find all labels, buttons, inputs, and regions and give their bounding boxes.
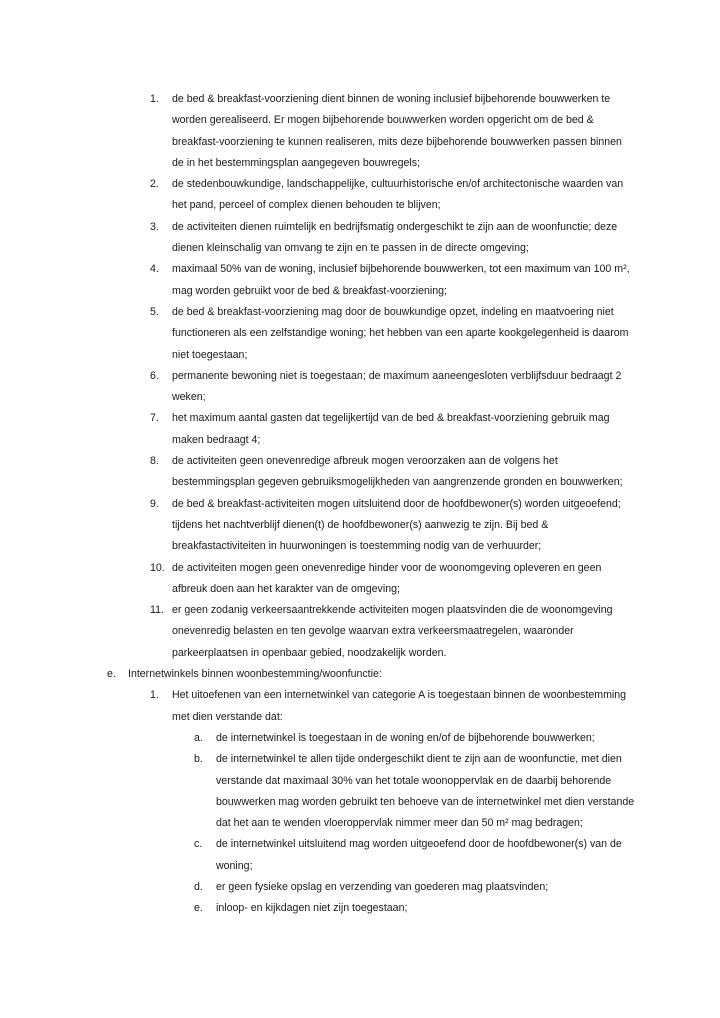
- list-item-9: [0, 494, 720, 558]
- list-item-text: de bed & breakfast-activiteiten mogen uitsluitend door de hoofdbewoner(s) worden uitgeoefend; tijdens het nachtverblijf dienen(t) de hoofdbewoner(s) aanwezig te zijn. Bij bed & breakfastactiviteiten in huurwoningen is toestemming nodig van de verhuurder;: [172, 497, 621, 553]
- list-number: 5.: [150, 305, 159, 318]
- sub-letter: b.: [194, 753, 203, 766]
- list-item-text: de activiteiten mogen geen onevenredige hinder voor de woonomgeving opleveren en geen afbreuk doen aan het karakter van de omgeving;: [172, 561, 602, 595]
- list-item-text: er geen zodanig verkeersaantrekkende activiteiten mogen plaatsvinden die de woonomgeving onevenredig belasten en ten gevolge waarvan extra verkeersmaatregelen, waaronder parkeerplaatsen in openbaar gebied, noodzakelijk worden.: [172, 604, 613, 659]
- section-e-item-1: [0, 685, 720, 728]
- list-item-text: de stedenbouwkundige, landschappelijke, cultuurhistorische en/of architectonische waarden van het pand, perceel of complex dienen behouden te blijven;: [172, 178, 624, 212]
- list-item-3: [0, 217, 720, 260]
- list-number: 1.: [150, 93, 159, 105]
- list-number: 10.: [150, 561, 165, 574]
- list-item-text: permanente bewoning niet is toegestaan; de maximum aaneengesloten verblijfsduur bedraagt 2 weken;: [172, 369, 622, 404]
- section-letter: e.: [107, 668, 116, 681]
- section-e-heading: [0, 664, 720, 685]
- list-number: 11.: [150, 604, 164, 617]
- list-item-4: [0, 259, 720, 302]
- sub-item-a: [0, 728, 720, 749]
- list-number: 9.: [150, 497, 159, 510]
- list-item-text: de bed & breakfast-voorziening dient binnen de woning inclusief bijbehorende bouwwerken te worden gerealiseerd. Er mogen bijbehorende bouwwerken worden opgericht om de bed & breakfast-voorziening te kunnen realiseren, mits deze bijbehorende bouwwerken passen binnen de in het bestemmingsplan aangegeven bouwregels;: [172, 93, 622, 169]
- list-number: 1.: [150, 689, 159, 702]
- list-number: 7.: [150, 412, 159, 425]
- sub-item-c: [0, 834, 720, 877]
- list-item-6: [0, 366, 720, 409]
- list-item-8: [0, 451, 720, 494]
- list-item-7: [0, 408, 720, 451]
- sub-item-text: de internetwinkel uitsluitend mag worden uitgeoefend door de hoofdbewoner(s) van de woning;: [216, 838, 622, 872]
- sub-letter: e.: [194, 902, 203, 915]
- list-item-1: [0, 89, 720, 174]
- list-item-text: de activiteiten dienen ruimtelijk en bedrijfsmatig ondergeschikt te zijn aan de woonfunctie; deze dienen kleinschalig van omvang te zijn en te passen in de directe omgeving;: [172, 220, 618, 255]
- list-item-10: [0, 558, 720, 601]
- sub-item-d: [0, 877, 720, 898]
- sub-item-text: er geen fysieke opslag en verzending van goederen mag plaatsvinden;: [216, 880, 549, 893]
- list-number: 3.: [150, 220, 159, 233]
- list-item-11: [0, 600, 720, 664]
- sub-letter: c.: [194, 838, 203, 851]
- list-number: 8.: [150, 455, 159, 468]
- list-item-text: het maximum aantal gasten dat tegelijkertijd van de bed & breakfast-voorziening gebruik mag maken bedraagt 4;: [172, 412, 610, 446]
- list-number: 6.: [150, 369, 159, 382]
- sub-item-b: [0, 749, 720, 834]
- list-item-2: [0, 174, 720, 217]
- sub-item-text: de internetwinkel is toegestaan in de woning en/of de bijbehorende bouwwerken;: [216, 731, 595, 744]
- sub-item-text: inloop- en kijkdagen niet zijn toegestaan;: [216, 902, 408, 915]
- sub-letter: a.: [194, 731, 203, 744]
- sub-item-e: [0, 898, 720, 919]
- list-item-5: [0, 302, 720, 366]
- list-item-text: de bed & breakfast-voorziening mag door de bouwkundige opzet, indeling en maatvoering niet functioneren als een zelfstandige woning; het hebben van een aparte kookgelegenheid is daarom niet toegestaan;: [172, 305, 629, 361]
- list-item-text: maximaal 50% van de woning, inclusief bijbehorende bouwwerken, tot een maximum van 100 m², mag worden gebruikt voor de bed & breakfast-voorziening;: [172, 263, 630, 297]
- section-title: Internetwinkels binnen woonbestemming/woonfunctie:: [128, 668, 382, 681]
- list-number: 2.: [150, 178, 159, 191]
- sub-letter: d.: [194, 880, 203, 893]
- list-item-text: Het uitoefenen van een internetwinkel van categorie A is toegestaan binnen de woonbestemming met dien verstande dat:: [172, 689, 627, 723]
- list-item-text: de activiteiten geen onevenredige afbreuk mogen veroorzaken aan de volgens het bestemmingsplan gegeven gebruiksmogelijkheden van aangrenzende gronden en bouwwerken;: [172, 455, 623, 489]
- sub-item-text: de internetwinkel te allen tijde ondergeschikt dient te zijn aan de woonfunctie, met dien verstande dat maximaal 30% van het totale woonoppervlak en de daarbij behorende bouwwerken mag worden gebruikt ten behoeve van de internetwinkel met dien verstande dat het aan te wenden vloeroppervlak nimmer meer dan 50 m² mag bedragen;: [216, 753, 635, 830]
- list-number: 4.: [150, 263, 159, 276]
